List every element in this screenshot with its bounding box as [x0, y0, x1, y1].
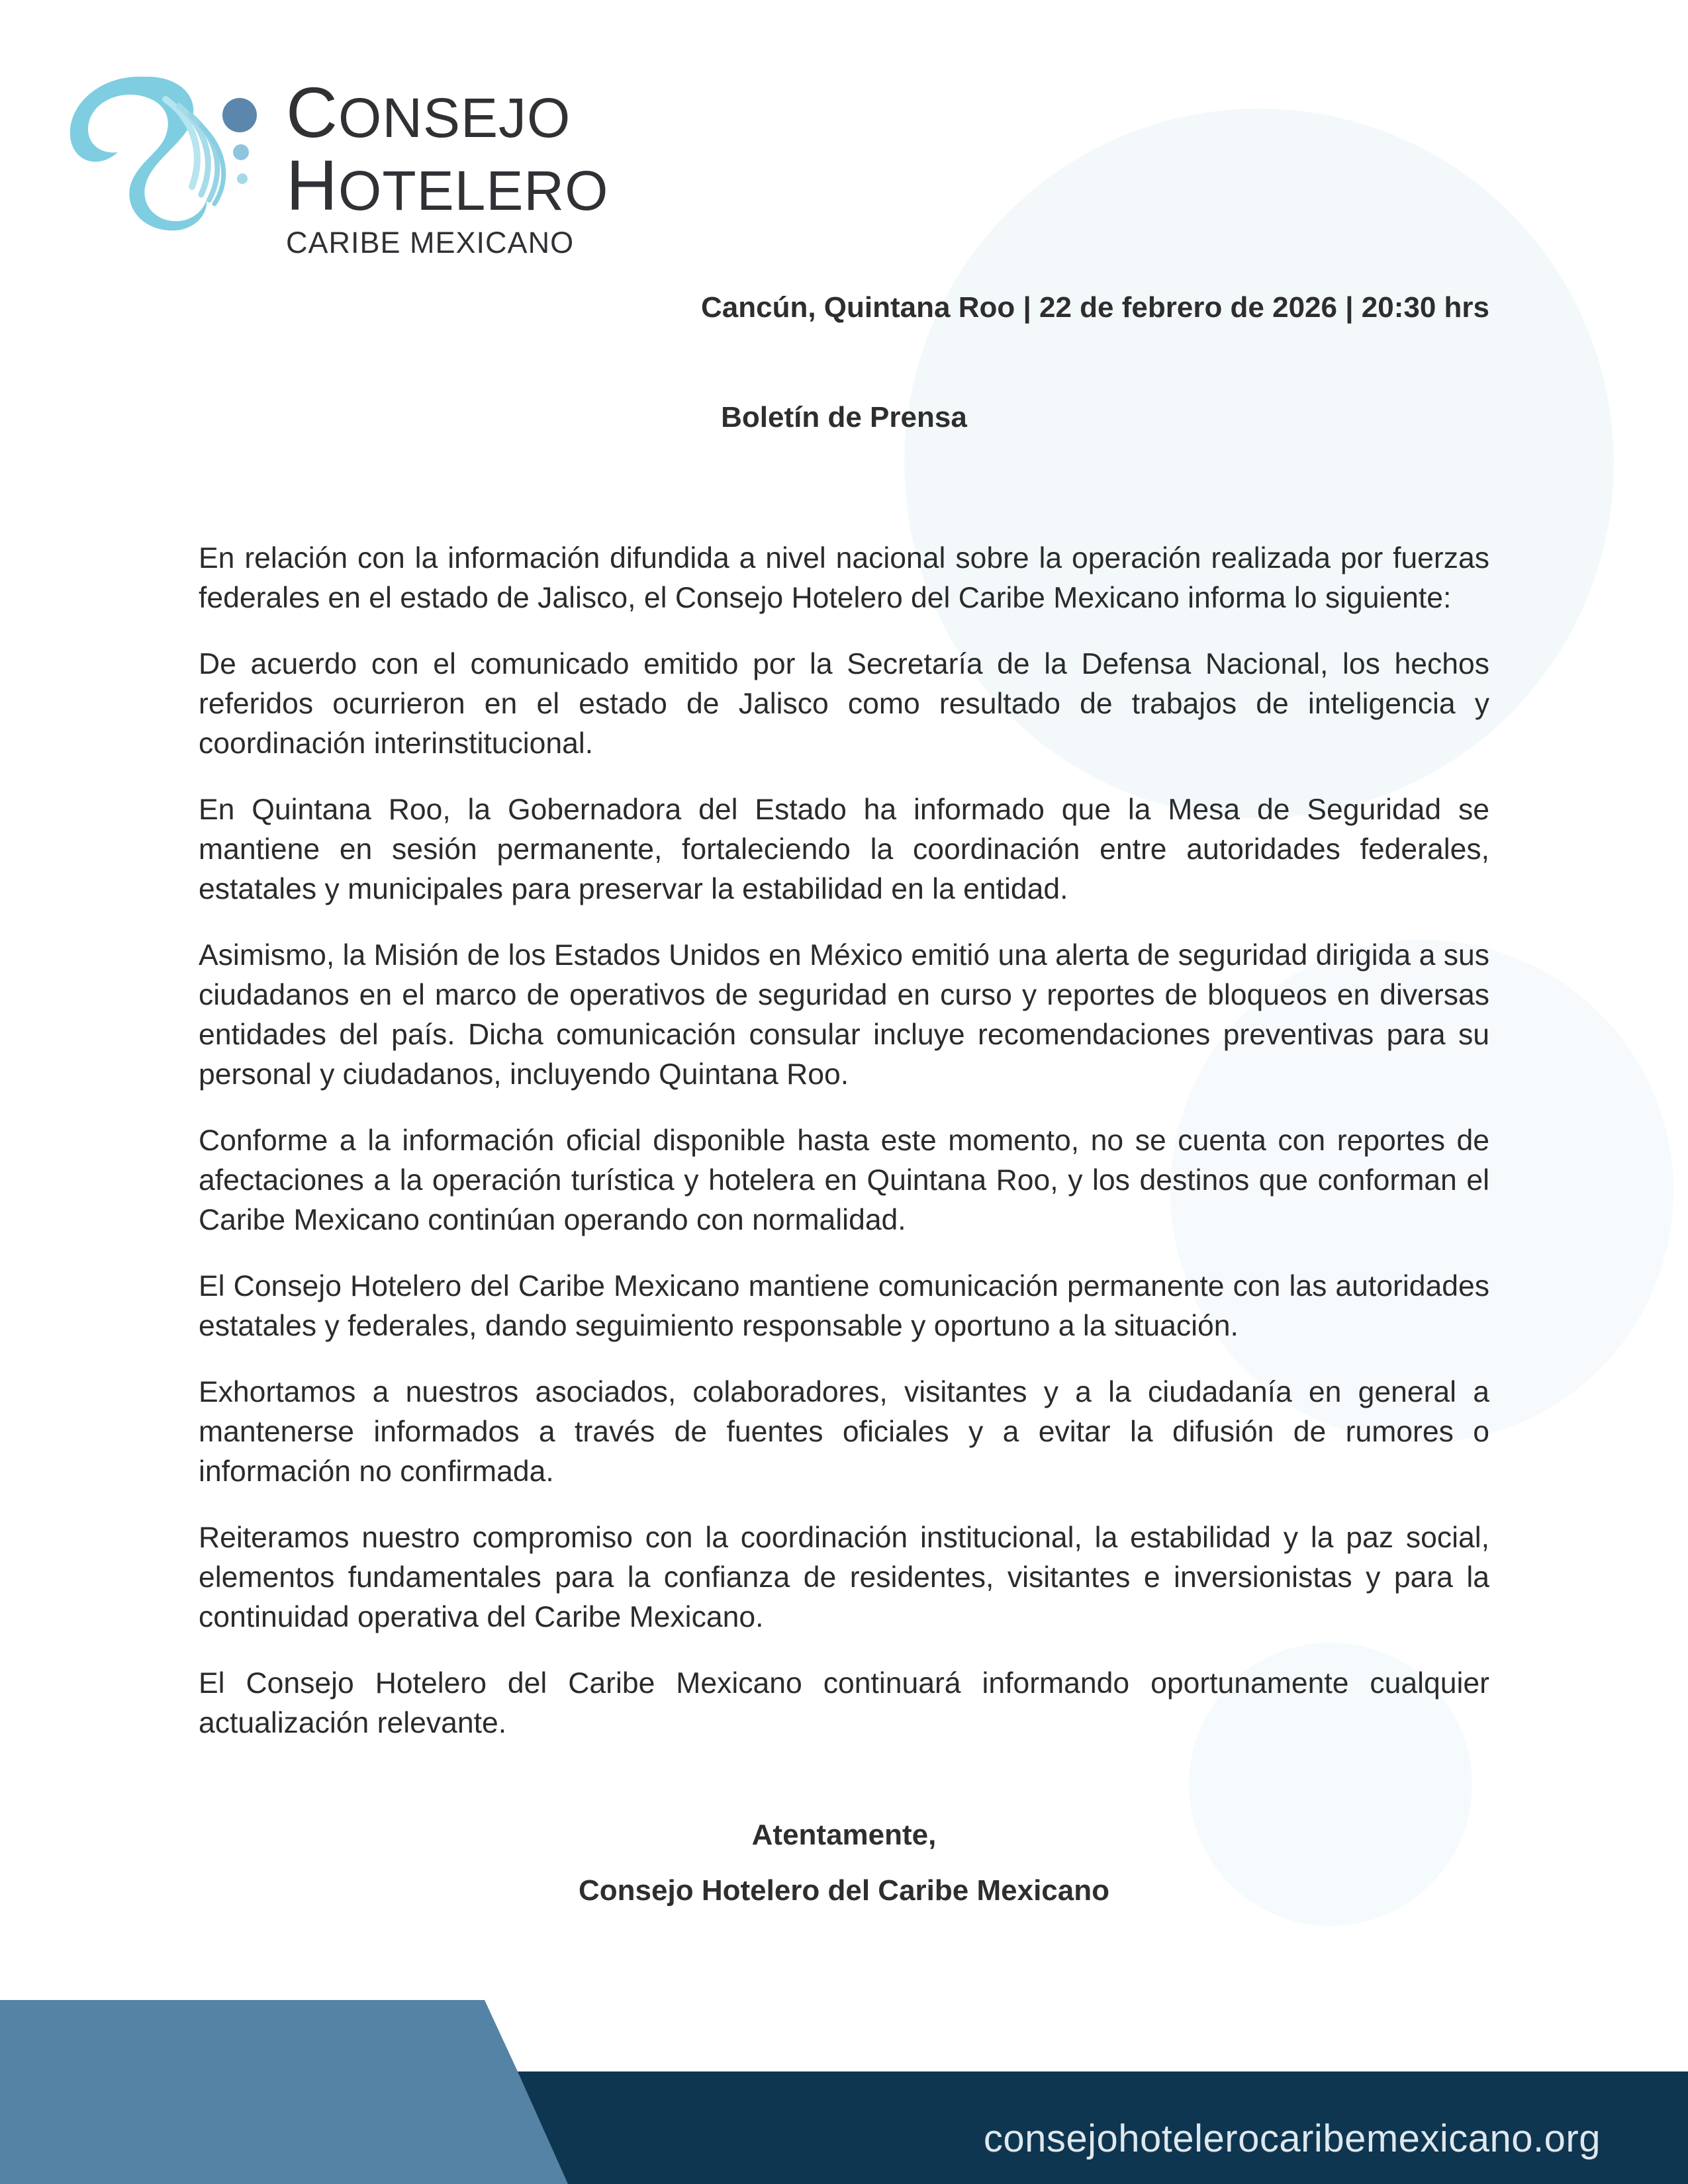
logo-wordmark [286, 71, 608, 257]
dateline: Cancún, Quintana Roo | 22 de febrero de 2026 | 20:30 hrs [701, 291, 1489, 324]
paragraph-6: El Consejo Hotelero del Caribe Mexicano mantiene comunicación permanente con las autoridades estatales y federales, dando seguimiento responsable y oportuno a la situación. [199, 1270, 1489, 1342]
paragraph-9: El Consejo Hotelero del Caribe Mexicano continuará informando oportunamente cualquier actualización relevante. [199, 1667, 1489, 1739]
logo-line-caribe-mexicano: CARIBE MEXICANO [286, 226, 575, 259]
paragraph-3: En Quintana Roo, la Gobernadora del Estado ha informado que la Mesa de Seguridad se mantiene en sesión permanente, fortaleciendo la coordinación entre autoridades federales, estatales y municipales para preservar la estabilidad en la entidad. [199, 794, 1489, 905]
logo-line-consejo: CONSEJO [286, 72, 571, 152]
paragraph-2: De acuerdo con el comunicado emitido por la Secretaría de la Defensa Nacional, los hechos referidos ocurrieron en el estado de Jalisco como resultado de trabajos de inteligencia y coordinación interinstitucional. [199, 648, 1489, 760]
document-title: Boletín de Prensa [721, 401, 967, 433]
logo-line-hotelero: HOTELERO [286, 145, 609, 225]
press-release-body [199, 539, 1489, 1770]
paragraph-1: En relación con la información difundida a nivel nacional sobre la operación realizada por fuerzas federales en el estado de Jalisco, el Consejo Hotelero del Caribe Mexicano informa lo siguiente: [199, 542, 1489, 614]
footer-website: consejohotelerocaribemexicano.org [983, 2117, 1601, 2160]
paragraph-7: Exhortamos a nuestros asociados, colaboradores, visitantes y a la ciudadanía en general a mantenerse informados a través de fuentes oficiales y a evitar la difusión de rumores o información no confirmada. [199, 1376, 1489, 1488]
paragraph-4: Asimismo, la Misión de los Estados Unidos en México emitió una alerta de seguridad dirigida a sus ciudadanos en el marco de operativos de seguridad en curso y reportes de bloqueos en diversas entidades del país. Dicha comunicación consular incluye recomendaciones preventivas para su personal y ciudadanos, incluyendo Quintana Roo. [199, 939, 1489, 1091]
brand-logo [66, 71, 609, 259]
closing-salutation: Atentamente, [751, 1819, 937, 1851]
paragraph-5: Conforme a la información oficial disponible hasta este momento, no se cuenta con reportes de afectaciones a la operación turística y hotelera en Quintana Roo, y los destinos que conforman el Caribe Mexicano continúan operando con normalidad. [199, 1124, 1489, 1236]
wave-logo-icon [66, 71, 291, 244]
paragraph-8: Reiteramos nuestro compromiso con la coordinación institucional, la estabilidad y la paz social, elementos fundamentales para la confianza de residentes, visitantes e inversionistas y para la continuidad operativa del Caribe Mexicano. [199, 1522, 1489, 1633]
closing-signature: Consejo Hotelero del Caribe Mexicano [579, 1874, 1109, 1907]
